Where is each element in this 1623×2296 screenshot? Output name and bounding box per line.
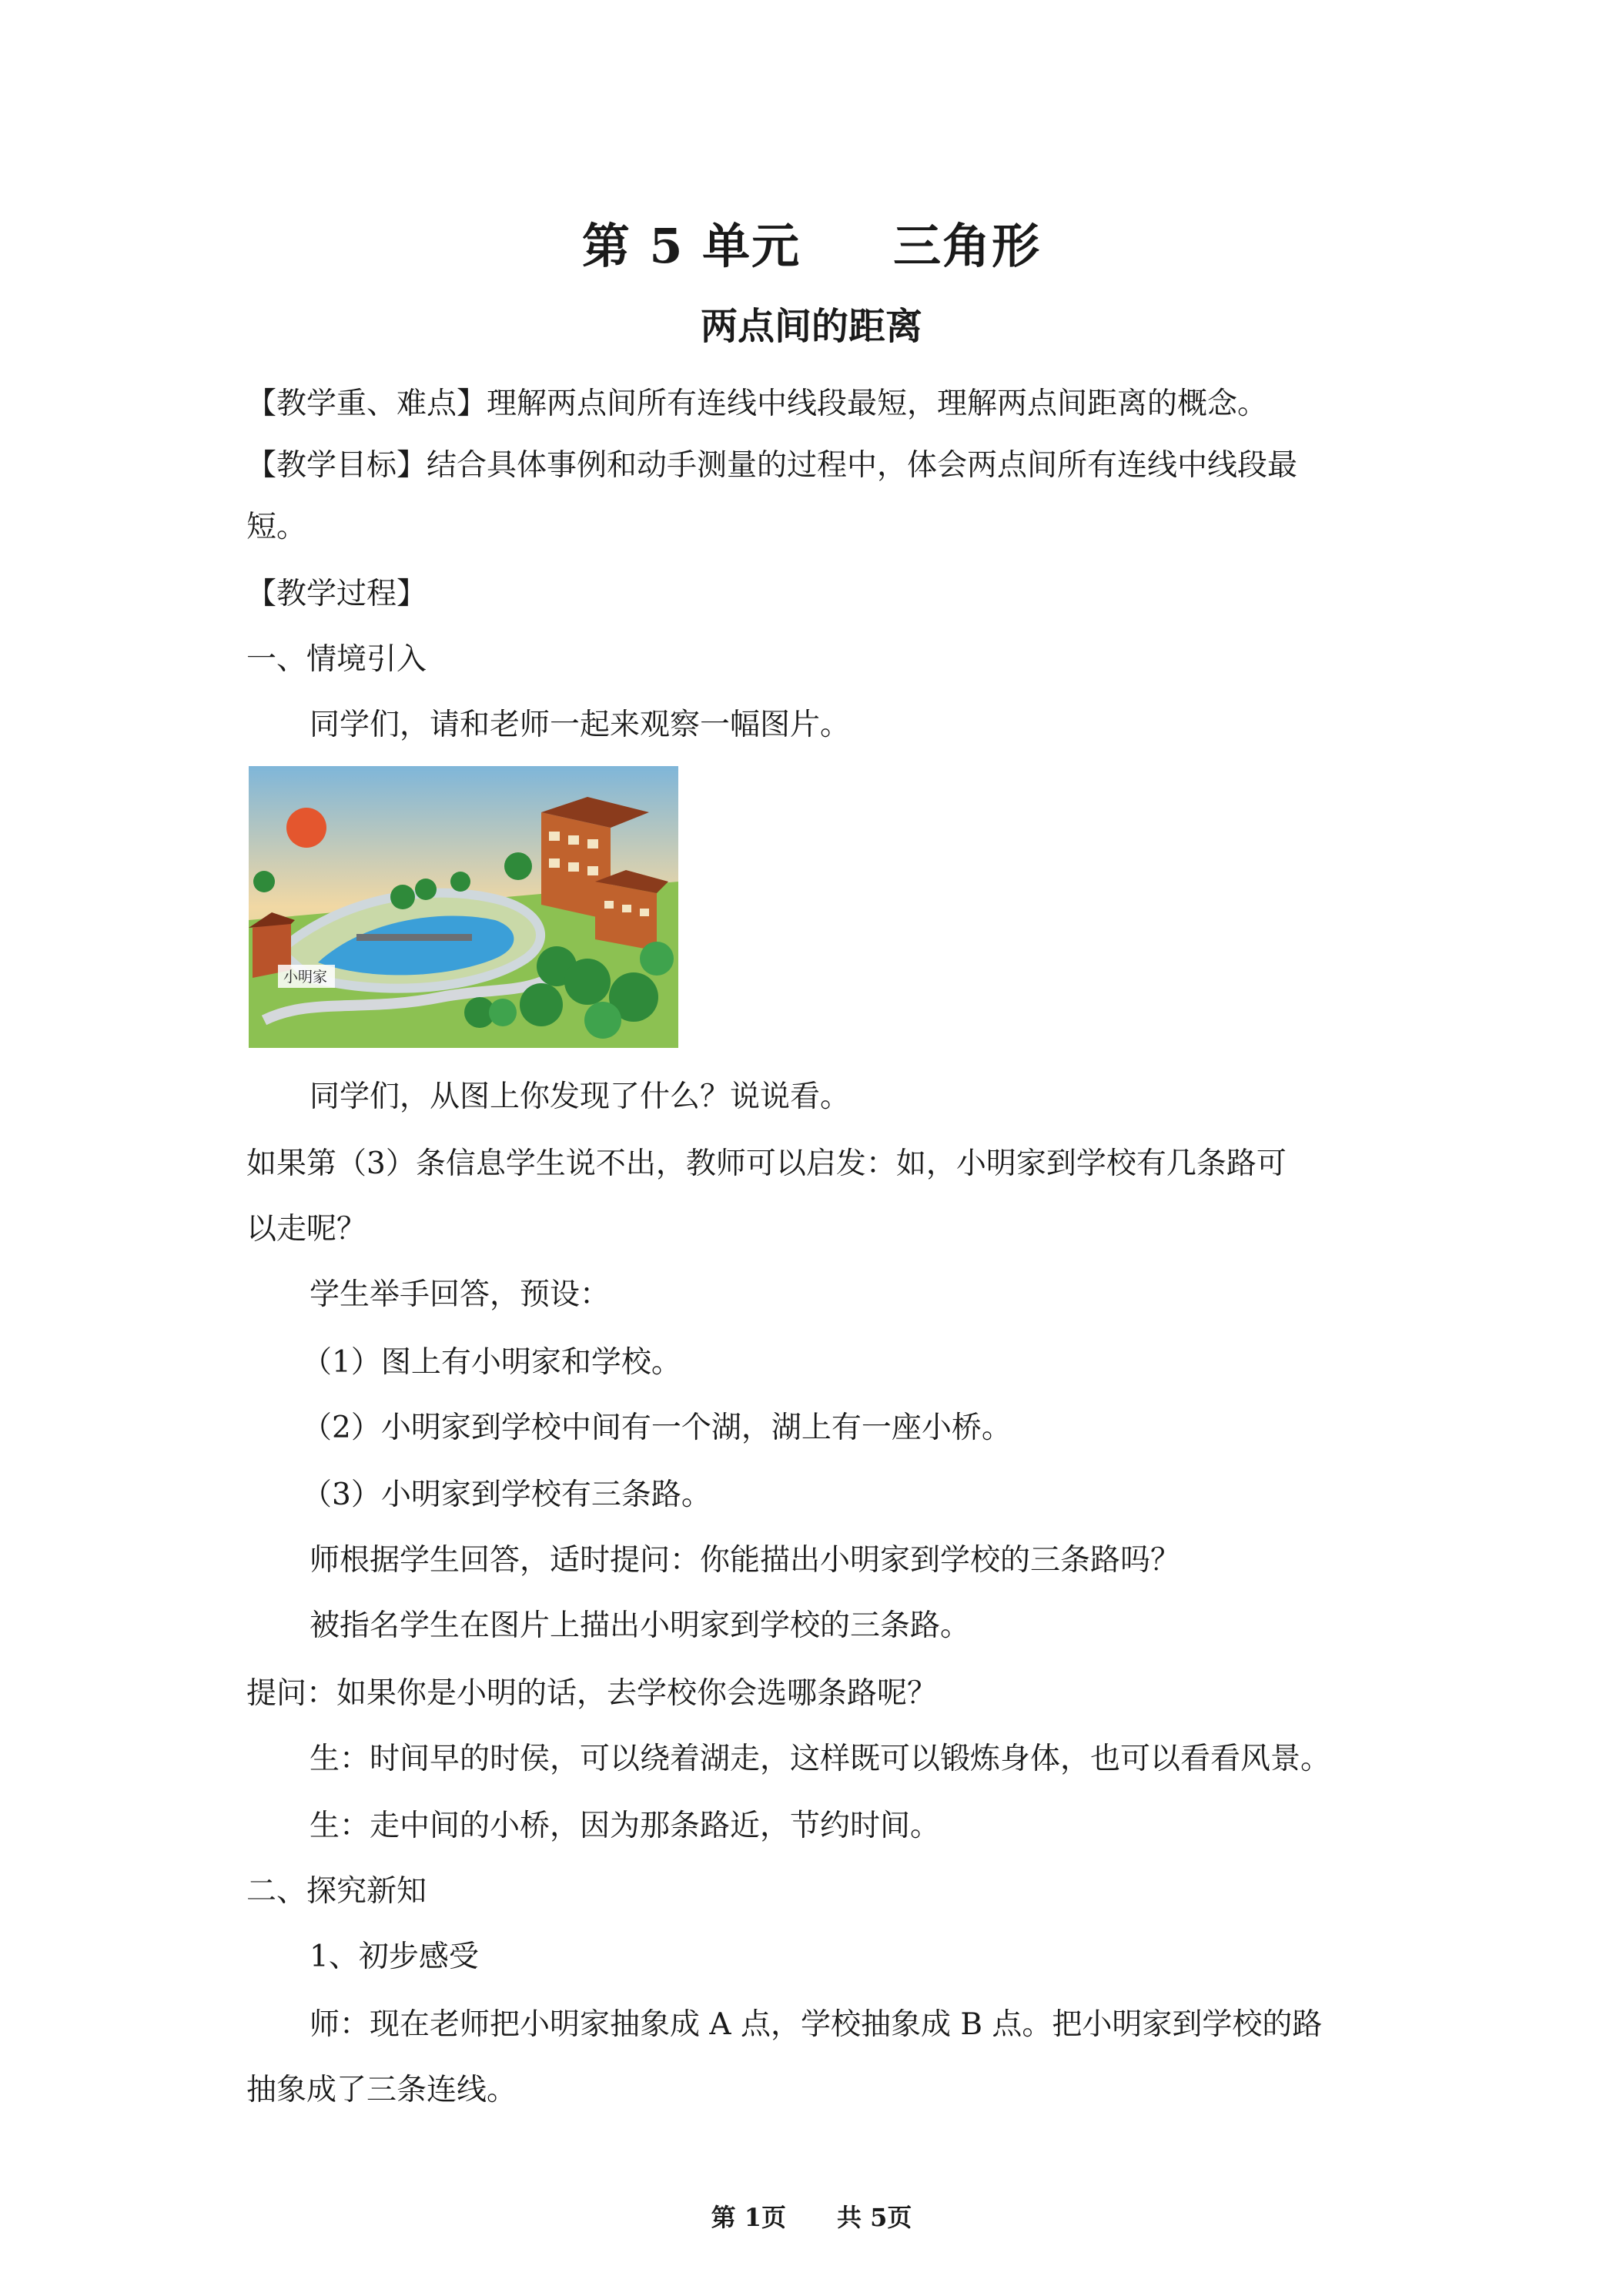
paragraph-3-line-1: 如果第（3）条信息学生说不出，教师可以启发：如，小明家到学校有几条路可 <box>246 1146 1287 1181</box>
paragraph-10-line-1: 师：现在老师把小明家抽象成 A 点，学校抽象成 B 点。把小明家到学校的路 <box>310 2007 1323 2042</box>
paragraph-7: 提问：如果你是小明的话，去学校你会选哪条路呢？ <box>246 1676 938 1711</box>
paragraph-8: 生：时间早的时侯，可以绕着湖走，这样既可以锻炼身体，也可以看看风景。 <box>310 1742 1331 1776</box>
section-heading-2: 二、探究新知 <box>246 1874 427 1909</box>
unit-heading <box>0 208 1623 276</box>
key-points: 【教学重、难点】理解两点间所有连线中线段最短，理解两点间距离的概念。 <box>246 387 1268 421</box>
lesson-title: 两点间的距离 <box>700 305 922 348</box>
bridge-shape <box>356 934 472 941</box>
paragraph-3-line-2: 以走呢？ <box>246 1212 367 1247</box>
section-heading-1: 一、情境引入 <box>246 642 427 677</box>
home-label: 小明家 <box>283 969 328 986</box>
process-heading: 【教学过程】 <box>246 577 427 611</box>
list-item-1: （1）图上有小明家和学校。 <box>302 1345 681 1380</box>
page-number: 第 1页 <box>711 2203 786 2232</box>
objectives-line-2: 短。 <box>246 510 307 544</box>
paragraph-6: 被指名学生在图片上描出小明家到学校的三条路。 <box>310 1608 971 1643</box>
sun-icon <box>286 808 326 848</box>
page-total: 共 5页 <box>837 2203 912 2232</box>
paragraph-4: 学生举手回答，预设： <box>310 1277 611 1312</box>
map-picture <box>249 766 678 1048</box>
objectives-line-1: 【教学目标】结合具体事例和动手测量的过程中，体会两点间所有连线中线段最 <box>246 448 1298 483</box>
subsection-heading-1: 1、初步感受 <box>310 1940 479 1974</box>
list-item-3: （3）小明家到学校有三条路。 <box>302 1478 711 1512</box>
paragraph-2: 同学们，从图上你发现了什么？说说看。 <box>310 1079 851 1114</box>
scene-illustration <box>249 766 678 1048</box>
unit-number: 第 5 单元 <box>581 218 801 274</box>
paragraph-10-line-2: 抽象成了三条连线。 <box>246 2073 517 2107</box>
page-footer <box>0 2198 1623 2234</box>
paragraph-1: 同学们，请和老师一起来观察一幅图片。 <box>310 708 851 742</box>
unit-title: 三角形 <box>893 218 1042 274</box>
paragraph-9: 生：走中间的小桥，因为那条路近，节约时间。 <box>310 1809 941 1843</box>
paragraph-5: 师根据学生回答，适时提问：你能描出小明家到学校的三条路吗？ <box>310 1543 1181 1578</box>
list-item-2: （2）小明家到学校中间有一个湖，湖上有一座小桥。 <box>302 1411 1012 1445</box>
